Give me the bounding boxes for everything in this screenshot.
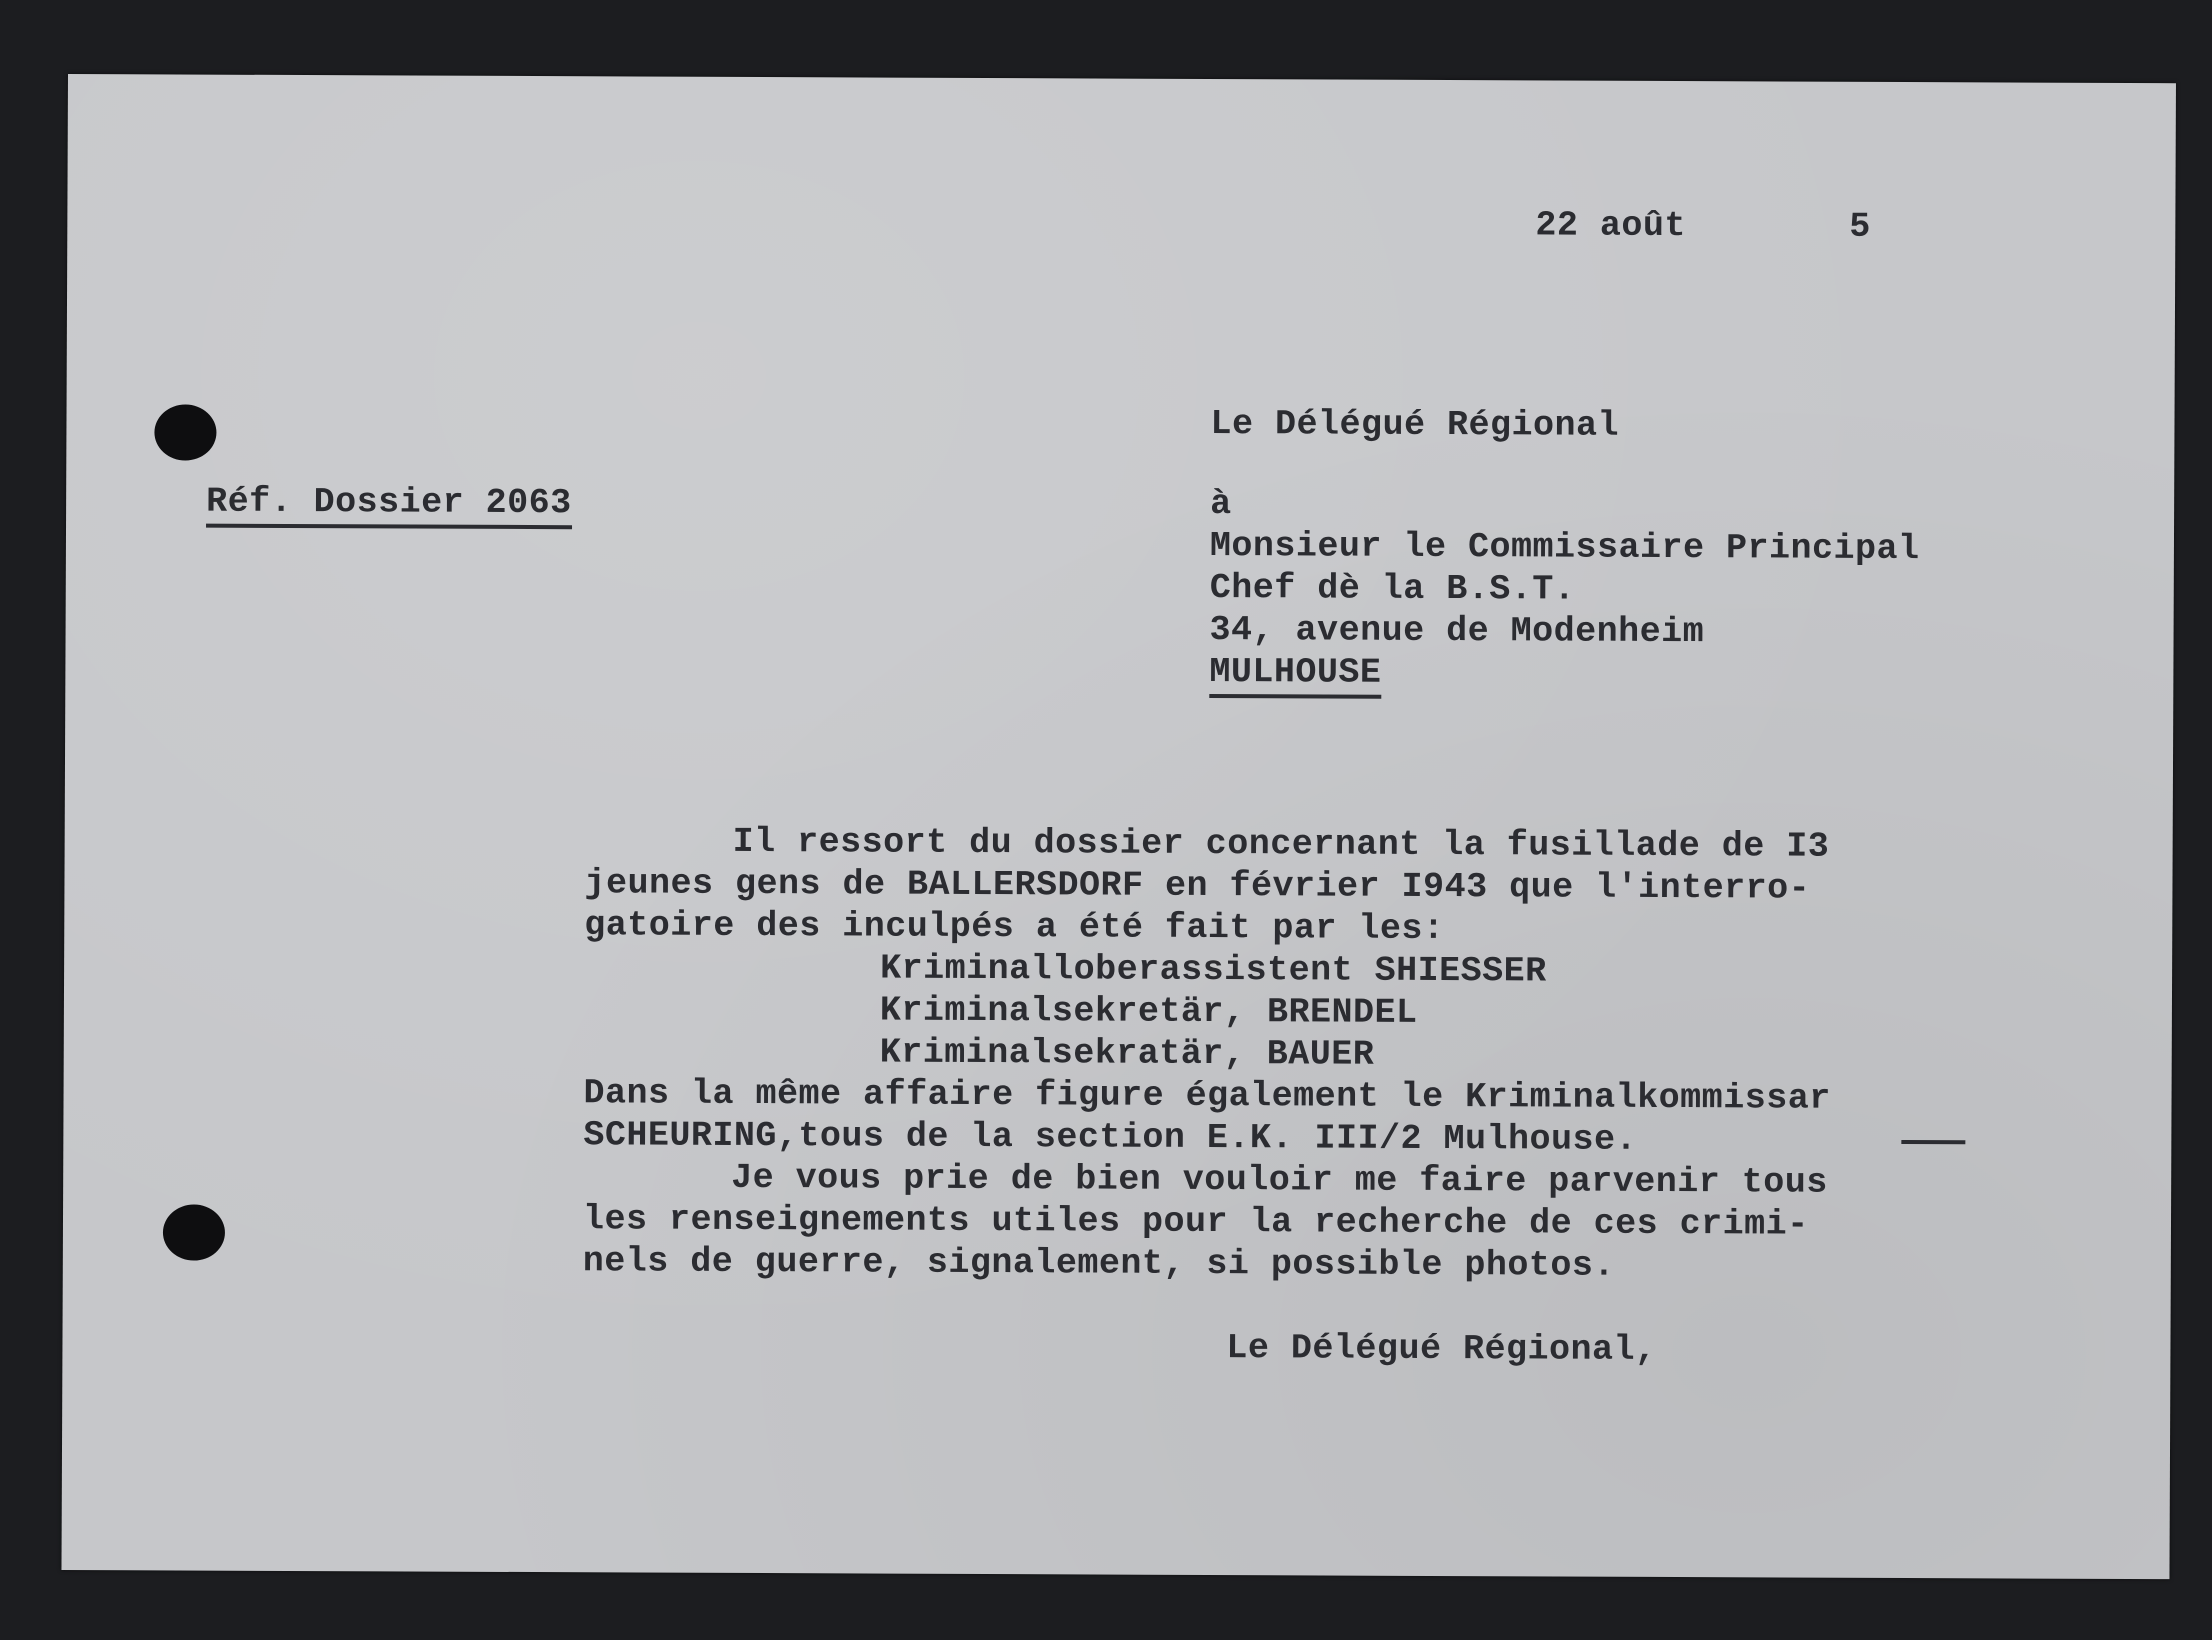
body-line: gatoire des inculpés a été fait par les: xyxy=(584,905,1445,950)
letter-year-fragment: 5 xyxy=(1849,206,1871,247)
punch-hole-bottom xyxy=(163,1204,225,1260)
body-line: nels de guerre, signalement, si possible photos. xyxy=(582,1241,1616,1286)
typed-dash-mark xyxy=(1901,1140,1965,1144)
body-line: Kriminalloberassistent SHIESSER xyxy=(880,948,1547,992)
punch-hole-top xyxy=(154,404,216,460)
reference-line xyxy=(206,481,572,525)
body-line: Dans la même affaire figure également le Kriminalkommissar xyxy=(583,1073,1831,1119)
reference-text: Réf. Dossier 2063 xyxy=(206,482,572,530)
closing-line: Le Délégué Régional, xyxy=(1226,1328,1657,1370)
recipient-street: 34, avenue de Modenheim xyxy=(1209,609,1705,653)
letter-date: 22 août xyxy=(1535,205,1686,247)
recipient-title: Monsieur le Commissaire Principal xyxy=(1209,525,1920,570)
sender-line: Le Délégué Régional xyxy=(1210,403,1620,446)
recipient-city-line xyxy=(1209,651,1381,694)
body-line: Il ressort du dossier concernant la fusillade de I3 xyxy=(732,821,1830,867)
letter-sheet xyxy=(61,74,2176,1579)
body-line: Je vous prie de bien vouloir me faire parvenir tous xyxy=(731,1157,1828,1203)
body-line: SCHEURING,tous de la section E.K. III/2 Mulhouse. xyxy=(583,1115,1638,1160)
body-line: les renseignements utiles pour la recherche de ces crimi- xyxy=(582,1199,1809,1245)
body-line: Kriminalsekretär, BRENDEL xyxy=(879,990,1418,1033)
recipient-to: à xyxy=(1210,483,1232,525)
body-line: jeunes gens de BALLERSDORF en février I943 que l'interro- xyxy=(584,863,1811,909)
recipient-chief: Chef dè la B.S.T. xyxy=(1209,567,1576,610)
recipient-city: MULHOUSE xyxy=(1209,652,1381,699)
body-line: Kriminalsekratär, BAUER xyxy=(879,1032,1375,1075)
